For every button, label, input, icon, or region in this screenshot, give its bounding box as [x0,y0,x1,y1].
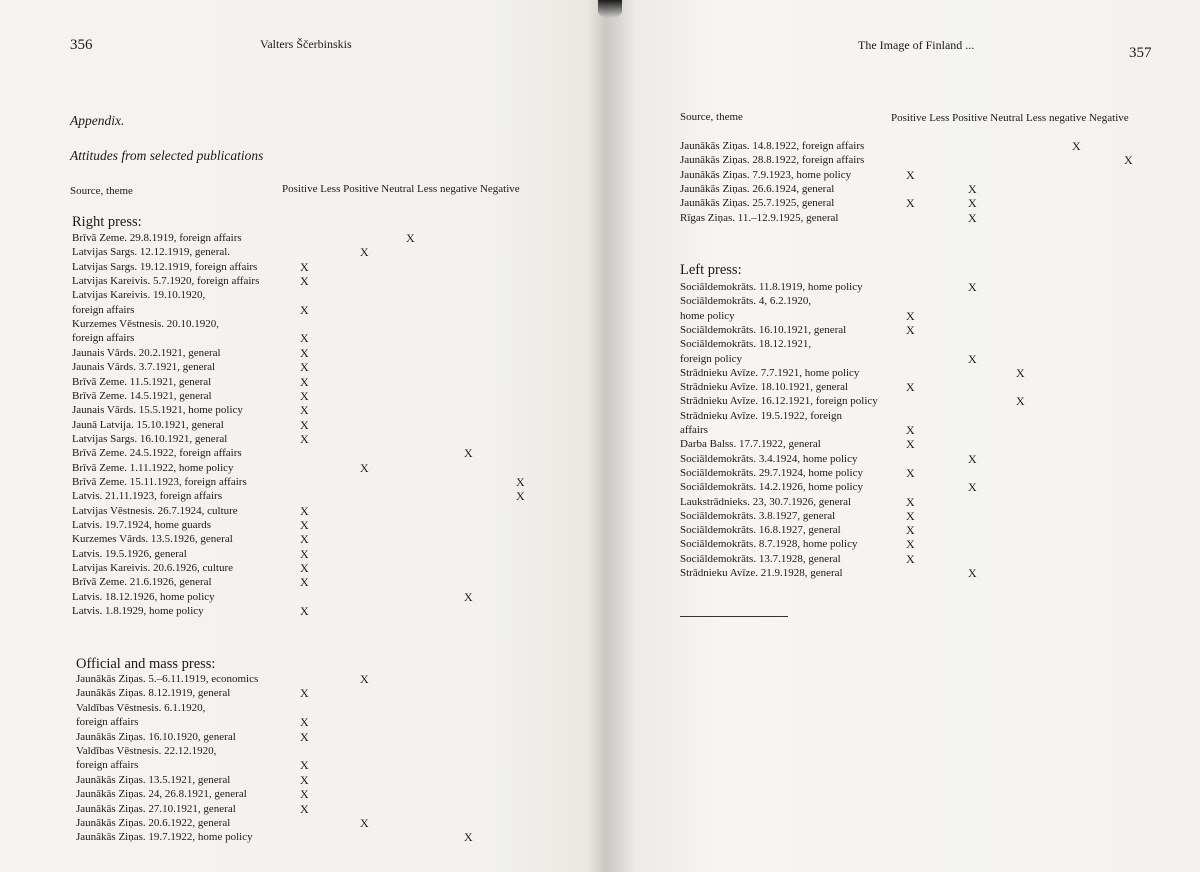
row-source-theme: Darba Balss. 17.7.1922, general [680,438,821,451]
table-row [76,715,556,729]
attitude-mark: X [906,322,915,337]
table-row [680,480,1160,494]
table-row [72,461,552,475]
row-source-theme: foreign affairs [76,759,139,772]
table-row [680,566,1160,580]
row-source-theme: Strādnieku Avīze. 19.5.1922, foreign [680,409,843,422]
attitude-mark: X [968,480,977,495]
row-source-theme: Jaunākās Ziņas. 14.8.1922, foreign affairs [680,140,865,152]
row-source-theme: Sociāldemokrāts. 3.8.1927, general [680,509,836,522]
table-row [680,352,1160,366]
row-source-theme: Latvis. 21.11.1923, foreign affairs [72,490,222,503]
attitude-mark: X [906,508,915,523]
table-row [72,331,552,345]
table-row [72,575,552,589]
row-source-theme: Brīvā Zeme. 11.5.1921, general [72,375,212,388]
attitude-mark: X [300,575,309,590]
table-row [680,211,1160,225]
row-source-theme: Latvijas Kareivis. 5.7.1920, foreign affairs [72,275,260,288]
table-row [680,366,1160,380]
row-source-theme: Brīvā Zeme. 21.6.1926, general [72,576,212,589]
table-row [76,744,556,758]
table-row [72,489,552,503]
table-row [72,288,552,302]
attitude-mark: X [464,589,473,604]
row-source-theme: Rīgas Ziņas. 11.–12.9.1925, general [680,211,839,224]
row-source-theme: Latvis. 18.12.1926, home policy [72,590,215,603]
table-row [72,518,552,532]
left-header-attitudes: Positive Less Positive Neutral Less negative Negative [282,183,520,195]
row-source-theme: Latvijas Kareivis. 19.10.1920, [72,289,206,302]
appendix-title: Appendix. [70,113,125,128]
attitude-mark: X [300,274,309,289]
attitude-mark: X [300,331,309,346]
table-row [72,317,552,331]
table-row [76,787,556,801]
attitude-mark: X [300,403,309,418]
table-row [680,168,1160,182]
row-source-theme: Sociāldemokrāts. 11.8.1919, home policy [680,281,863,293]
left-running-head: Valters Ščerbinskis [260,37,352,51]
table-row [680,196,1160,210]
attitude-mark: X [300,758,309,773]
row-source-theme: Sociāldemokrāts. 29.7.1924, home policy [680,466,863,479]
footnote-rule [680,616,788,617]
attitude-mark: X [906,537,915,552]
attitude-mark: X [906,551,915,566]
book-fold [598,0,622,18]
row-source-theme: Latvis. 19.5.1926, general [72,547,187,560]
attitude-mark: X [968,451,977,466]
table-row [680,552,1160,566]
table-row [680,309,1160,323]
row-source-theme: home policy [680,309,735,322]
attitude-mark: X [300,417,309,432]
table-row [72,446,552,460]
attitude-mark: X [968,196,977,211]
attitude-mark: X [1016,394,1025,409]
appendix-subtitle: Attitudes from selected publications [70,148,264,163]
attitude-mark: X [300,772,309,787]
row-source-theme: Jaunākās Ziņas. 28.8.1922, foreign affairs [680,154,865,167]
row-source-theme: Sociāldemokrāts. 3.4.1924, home policy [680,452,858,465]
table-row [72,532,552,546]
attitude-mark: X [906,380,915,395]
attitude-mark: X [360,460,369,475]
table-row [72,432,552,446]
row-source-theme: Sociāldemokrāts. 14.2.1926, home policy [680,481,863,494]
table-row [680,423,1160,437]
right-page-number: 357 [1129,45,1152,61]
table-row [72,418,552,432]
row-source-theme: Jaunākās Ziņas. 26.6.1924, general [680,182,835,195]
row-source-theme: Latvijas Kareivis. 20.6.1926, culture [72,562,233,575]
table-row [76,758,556,772]
table-row [72,274,552,288]
attitude-mark: X [300,518,309,532]
table-row [680,537,1160,551]
row-source-theme: Jaunākās Ziņas. 24, 26.8.1921, general [76,788,247,801]
attitude-mark: X [300,360,309,375]
row-source-theme: Latvis. 1.8.1929, home policy [72,605,204,618]
row-source-theme: Sociāldemokrāts. 18.12.1921, [680,338,812,351]
attitude-mark: X [300,801,309,816]
row-source-theme: Sociāldemokrāts. 8.7.1928, home policy [680,538,858,551]
table-row [72,403,552,417]
attitude-mark: X [300,345,309,360]
row-source-theme: Valdības Vēstnesis. 6.1.1920, [76,701,206,714]
row-source-theme: Jaunākās Ziņas. 19.7.1922, home policy [76,831,253,844]
attitude-mark: X [360,672,369,686]
attitude-mark: X [906,523,915,538]
table-row [72,346,552,360]
attitude-mark: X [968,181,977,196]
table-row [680,452,1160,466]
row-source-theme: Brīvā Zeme. 14.5.1921, general [72,389,212,402]
row-source-theme: Strādnieku Avīze. 7.7.1921, home policy [680,366,860,379]
attitude-mark: X [300,374,309,389]
table-row [76,701,556,715]
row-source-theme: Sociāldemokrāts. 16.8.1927, general [680,524,841,537]
row-source-theme: Kurzemes Vēstnesis. 20.10.1920, [72,318,220,331]
table-row [76,802,556,816]
attitude-mark: X [464,446,473,461]
attitude-mark: X [300,546,309,561]
table-row [76,816,556,830]
attitude-mark: X [300,388,309,403]
row-source-theme: foreign policy [680,352,743,365]
attitude-mark: X [300,604,309,619]
attitude-mark: X [516,474,525,489]
table-row [680,509,1160,523]
attitude-mark: X [906,465,915,480]
table-row [72,590,552,604]
table-row [680,409,1160,423]
row-source-theme: Latvijas Sargs. 16.10.1921, general [72,432,228,445]
row-source-theme: affairs [680,424,708,436]
row-source-theme: Jaunākās Ziņas. 27.10.1921, general [76,802,236,815]
attitude-mark: X [906,308,915,323]
attitude-mark: X [516,489,525,504]
row-source-theme: Brīvā Zeme. 29.8.1919, foreign affairs [72,232,242,244]
row-source-theme: Latvijas Vēstnesis. 26.7.1924, culture [72,504,238,517]
table-row [72,303,552,317]
row-source-theme: Sociāldemokrāts. 4, 6.2.1920, [680,295,812,308]
attitude-mark: X [300,302,309,317]
table-row [680,280,1160,294]
table-row [680,394,1160,408]
table-row [72,561,552,575]
table-row [680,323,1160,337]
row-source-theme: Sociāldemokrāts. 16.10.1921, general [680,323,847,336]
table-row [72,389,552,403]
row-source-theme: Brīvā Zeme. 1.11.1922, home policy [72,461,234,474]
table-row [72,547,552,561]
row-source-theme: Latvis. 19.7.1924, home guards [72,519,212,531]
table-row [680,523,1160,537]
attitude-mark: X [300,503,309,518]
table-row [680,153,1160,167]
table-row [76,672,556,686]
table-row [76,730,556,744]
attitude-mark: X [300,561,309,576]
table-row [680,437,1160,451]
official-press-heading: Official and mass press: [76,656,216,672]
attitude-mark: X [1072,139,1081,153]
left-page-number: 356 [70,37,93,53]
attitude-mark: X [1124,153,1133,168]
row-source-theme: foreign affairs [72,303,135,316]
attitude-mark: X [906,423,915,437]
right-header-attitudes: Positive Less Positive Neutral Less negative Negative [891,112,1129,124]
table-row [72,504,552,518]
table-row [680,466,1160,480]
table-row [76,830,556,844]
row-source-theme: Jaunākās Ziņas. 20.6.1922, general [76,817,231,829]
table-row [680,139,1160,153]
table-row [72,475,552,489]
right-press-heading: Right press: [72,214,142,230]
row-source-theme: Sociāldemokrāts. 13.7.1928, general [680,552,841,565]
table-row [72,260,552,274]
attitude-mark: X [300,431,309,446]
row-source-theme: Jaunākās Ziņas. 25.7.1925, general [680,197,835,210]
attitude-mark: X [906,167,915,182]
attitude-mark: X [406,231,415,245]
row-source-theme: Brīvā Zeme. 15.11.1923, foreign affairs [72,475,247,488]
table-row [680,294,1160,308]
row-source-theme: Valdības Vēstnesis. 22.12.1920, [76,745,217,757]
row-source-theme: Latvijas Sargs. 19.12.1919, foreign affairs [72,260,258,273]
row-source-theme: Jaunais Vārds. 3.7.1921, general [72,361,216,374]
table-row [72,360,552,374]
right-running-head: The Image of Finland ... [858,38,975,52]
attitude-mark: X [464,830,473,845]
attitude-mark: X [360,816,369,830]
row-source-theme: Jaunākās Ziņas. 16.10.1920, general [76,730,236,743]
attitude-mark: X [300,259,309,274]
table-row [72,231,552,245]
row-source-theme: Jaunais Vārds. 20.2.1921, general [72,346,221,359]
attitude-mark: X [906,494,915,509]
table-row [72,604,552,618]
table-row [680,182,1160,196]
row-source-theme: Latvijas Sargs. 12.12.1919, general. [72,246,231,259]
right-header-source: Source, theme [680,111,743,123]
attitude-mark: X [968,210,977,225]
row-source-theme: Laukstrādnieks. 23, 30.7.1926, general [680,495,852,508]
row-source-theme: foreign affairs [76,716,139,729]
row-source-theme: Jaunākās Ziņas. 8.12.1919, general [76,687,231,700]
table-row [76,686,556,700]
attitude-mark: X [906,196,915,211]
attitude-mark: X [968,280,977,294]
attitude-mark: X [300,532,309,547]
row-source-theme: Brīvā Zeme. 24.5.1922, foreign affairs [72,447,242,460]
row-source-theme: Strādnieku Avīze. 18.10.1921, general [680,381,849,394]
attitude-mark: X [968,351,977,366]
left-press-heading: Left press: [680,262,742,278]
row-source-theme: Strādnieku Avīze. 21.9.1928, general [680,567,843,579]
row-source-theme: foreign affairs [72,332,135,345]
left-header-source: Source, theme [70,185,133,197]
attitude-mark: X [968,566,977,580]
row-source-theme: Jaunais Vārds. 15.5.1921, home policy [72,404,243,417]
row-source-theme: Strādnieku Avīze. 16.12.1921, foreign policy [680,395,878,408]
table-row [72,375,552,389]
table-row [680,495,1160,509]
table-row [76,773,556,787]
row-source-theme: Jaunākās Ziņas. 7.9.1923, home policy [680,168,852,181]
row-source-theme: Jaunā Latvija. 15.10.1921, general [72,418,224,431]
attitude-mark: X [300,715,309,730]
attitude-mark: X [300,686,309,701]
attitude-mark: X [1016,365,1025,380]
row-source-theme: Kurzemes Vārds. 13.5.1926, general [72,533,233,546]
attitude-mark: X [300,729,309,744]
table-row [72,245,552,259]
table-row [680,337,1160,351]
attitude-mark: X [300,787,309,802]
row-source-theme: Jaunākās Ziņas. 13.5.1921, general [76,773,231,786]
attitude-mark: X [360,245,369,260]
attitude-mark: X [906,437,915,452]
table-row [680,380,1160,394]
row-source-theme: Jaunākās Ziņas. 5.–6.11.1919, economics [76,673,259,685]
